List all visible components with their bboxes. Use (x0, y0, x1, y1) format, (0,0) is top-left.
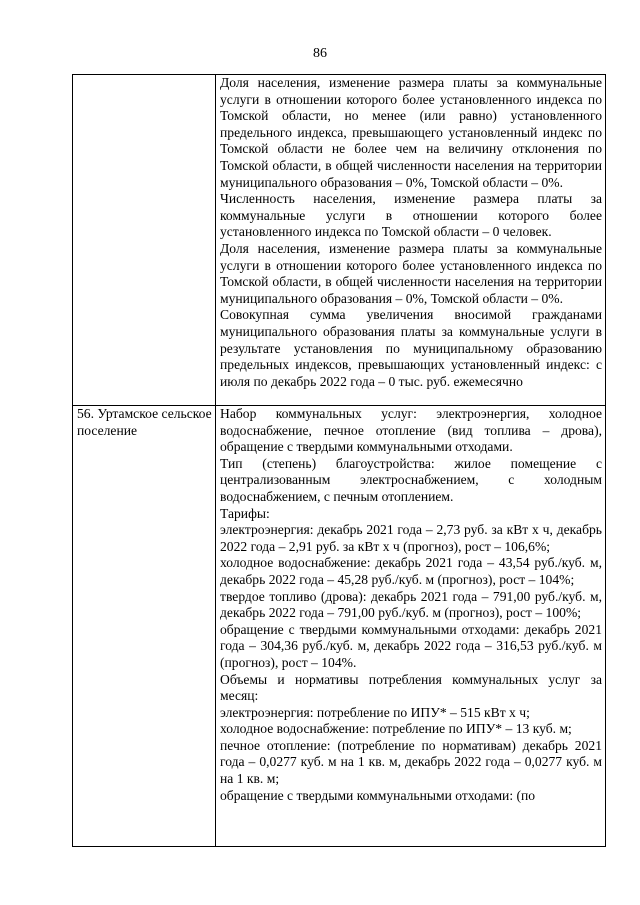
municipality-cell: 56. Уртамское сельское поселение (73, 406, 216, 847)
paragraph: Доля населения, изменение размера платы за коммунальные услуги в отношении которого более установленного индекса по Томской области, но менее (или равно) установленного предельного индекса, превышающего установленный индекс по Томской области не более чем на величину отклонения по Томской области, в общей численности населения на территории муниципального образования – 0%, Томской области – 0%. (220, 75, 602, 190)
paragraph: Объемы и нормативы потребления коммунальных услуг за месяц: (220, 671, 602, 704)
paragraph: Набор коммунальных услуг: электроэнергия, холодное водоснабжение, печное отопление (вид топлива – дрова), обращение с твердыми коммунальными отходами. (220, 406, 602, 455)
paragraph: печное отопление: (потребление по нормативам) декабрь 2021 года – 0,0277 куб. м на 1 кв. м, декабрь 2022 года – 0,0277 куб. м на 1 кв. м; (220, 737, 602, 787)
description-cell (216, 75, 606, 406)
description-cell (216, 406, 606, 847)
paragraph: обращение с твердыми коммунальными отходами: (по (220, 787, 536, 803)
paragraph: Совокупная сумма увеличения вносимой гражданами муниципального образования платы за коммунальные услуги в результате установления по муниципальному образованию предельных индексов, превышающих установленный индекс: с июля по декабрь 2022 года – 0 тыс. руб. ежемесячно (220, 307, 602, 389)
paragraph: Численность населения, изменение размера платы за коммунальные услуги в отношении которого более установленного индекса по Томской области – 0 человек. (220, 191, 602, 240)
paragraph: электроэнергия: декабрь 2021 года – 2,73 руб. за кВт x ч, декабрь 2022 года – 2,91 руб. за кВт x ч (прогноз), рост – 106,6%; (220, 522, 602, 554)
municipality-cell (73, 75, 216, 406)
page-number: 86 (313, 46, 327, 61)
table-row (73, 75, 606, 406)
paragraph: Тип (степень) благоустройства: жилое помещение с централизованным электроснабжением, с холодным водоснабжением, с печным отоплением. (220, 455, 602, 504)
paragraph: Доля населения, изменение размера платы за коммунальные услуги в отношении которого более установленного индекса по Томской области, в общей численности населения на территории муниципального образования – 0%, Томской области – 0%. (220, 240, 602, 306)
paragraph: электроэнергия: потребление по ИПУ* – 515 кВт x ч; (220, 704, 530, 720)
municipality-table (72, 74, 606, 847)
table-row (73, 406, 606, 847)
paragraph: твердое топливо (дрова): декабрь 2021 года – 791,00 руб./куб. м, декабрь 2022 года – 791,00 руб./куб. м (прогноз), рост – 100%; (220, 588, 602, 621)
paragraph: холодное водоснабжение: декабрь 2021 года – 43,54 руб./куб. м, декабрь 2022 года – 45,28 руб./куб. м (прогноз), рост – 104%; (220, 555, 602, 587)
paragraph: обращение с твердыми коммунальными отходами: декабрь 2021 года – 304,36 руб./куб. м, декабрь 2022 года – 316,53 руб./куб. м (прогноз), рост – 104%. (220, 621, 602, 670)
paragraph: холодное водоснабжение: потребление по ИПУ* – 13 куб. м; (220, 721, 572, 737)
paragraph: Тарифы: (220, 505, 270, 521)
